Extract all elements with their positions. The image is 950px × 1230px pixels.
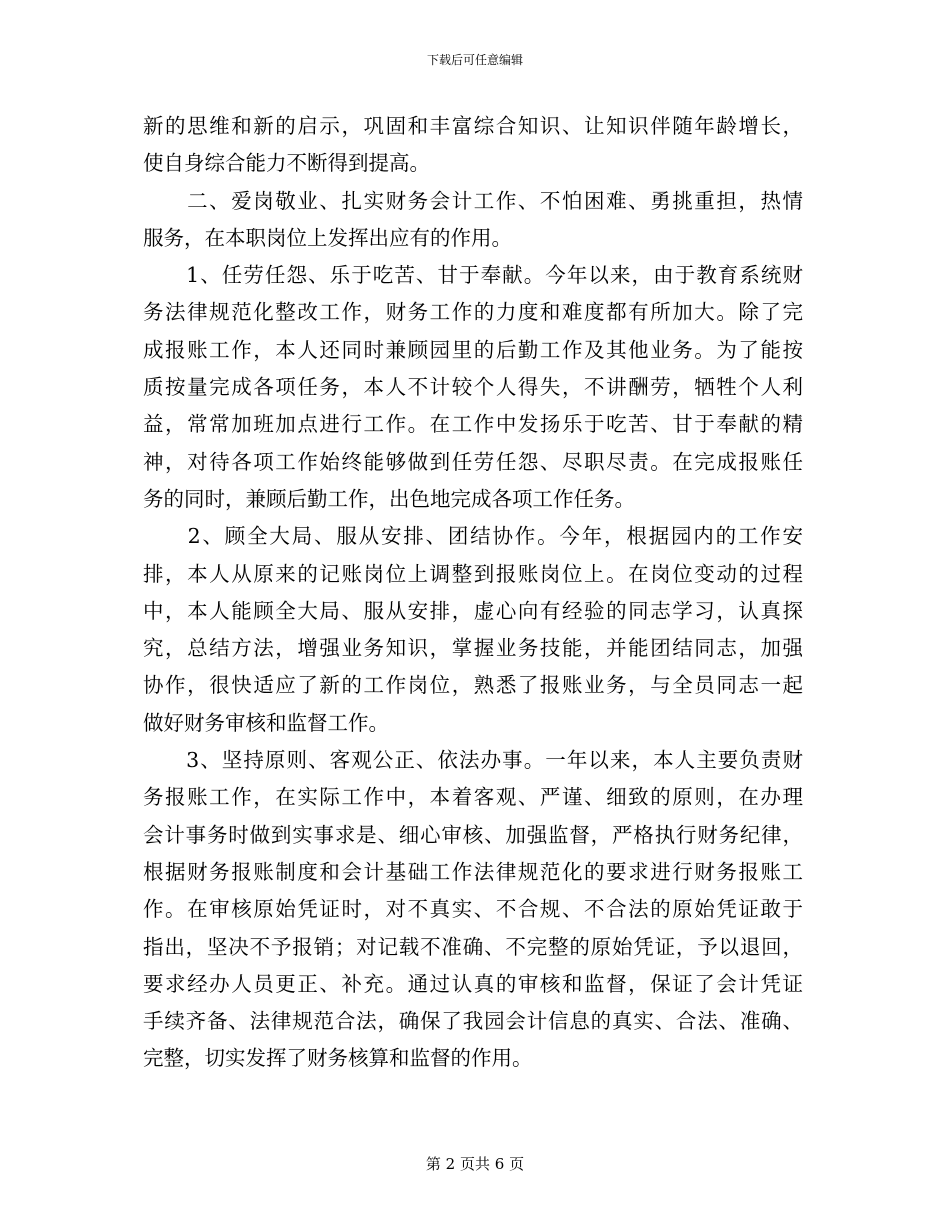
- text-line: 1、任劳任怨、乐于吃苦、甘于奉献。今年以来，由于教育系统财: [143, 263, 803, 288]
- page-header: 下载后可任意编辑: [426, 53, 523, 67]
- text-line: 务法律规范化整改工作，财务工作的力度和难度都有所加大。除了完: [143, 300, 803, 325]
- text-line: 做好财务审核和监督工作。: [143, 710, 389, 735]
- document-body: [143, 108, 803, 1078]
- text-line: 作。在审核原始凭证时，对不真实、不合规、不合法的原始凭证敢于: [143, 897, 803, 922]
- text-line: 质按量完成各项任务，本人不计较个人得失，不讲酬劳，牺牲个人利: [143, 375, 803, 400]
- text-line: 究，总结方法，增强业务知识，掌握业务技能，并能团结同志，加强: [143, 636, 803, 661]
- text-line: 手续齐备、法律规范合法，确保了我园会计信息的真实、合法、准确、: [143, 1009, 803, 1034]
- text-line: 服务，在本职岗位上发挥出应有的作用。: [143, 225, 512, 250]
- text-line: 2、顾全大局、服从安排、团结协作。今年，根据园内的工作安: [143, 524, 803, 549]
- text-line: 指出，坚决不予报销；对记载不准确、不完整的原始凭证，予以退回，: [143, 934, 803, 959]
- text-line: 使自身综合能力不断得到提高。: [143, 151, 430, 176]
- text-line: 要求经办人员更正、补充。通过认真的审核和监督，保证了会计凭证: [143, 971, 803, 996]
- text-line: 益，常常加班加点进行工作。在工作中发扬乐于吃苦、甘于奉献的精: [143, 412, 803, 437]
- text-line: 会计事务时做到实事求是、细心审核、加强监督，严格执行财务纪律，: [143, 822, 803, 847]
- text-line: 协作，很快适应了新的工作岗位，熟悉了报账业务，与全员同志一起: [143, 673, 803, 698]
- page-footer: 第 2 页共 6 页: [425, 1155, 525, 1173]
- text-line: 神，对待各项工作始终能够做到任劳任怨、尽职尽责。在完成报账任: [143, 449, 803, 474]
- text-line: 3、坚持原则、客观公正、依法办事。一年以来，本人主要负责财: [143, 748, 803, 773]
- text-line: 务的同时，兼顾后勤工作，出色地完成各项工作任务。: [143, 486, 635, 511]
- text-line: 新的思维和新的启示，巩固和丰富综合知识、让知识伴随年龄增长，: [143, 114, 803, 138]
- text-line: 务报账工作，在实际工作中，本着客观、严谨、细致的原则，在办理: [143, 785, 803, 810]
- text-line: 完整，切实发挥了财务核算和监督的作用。: [143, 1046, 533, 1071]
- text-line: 排，本人从原来的记账岗位上调整到报账岗位上。在岗位变动的过程: [143, 561, 803, 586]
- text-line: 成报账工作，本人还同时兼顾园里的后勤工作及其他业务。为了能按: [143, 337, 803, 362]
- text-line: 根据财务报账制度和会计基础工作法律规范化的要求进行财务报账工: [143, 859, 803, 884]
- text-line: 二、爱岗敬业、扎实财务会计工作、不怕困难、勇挑重担，热情: [143, 188, 803, 213]
- text-line: 中，本人能顾全大局、服从安排，虚心向有经验的同志学习，认真探: [143, 598, 803, 623]
